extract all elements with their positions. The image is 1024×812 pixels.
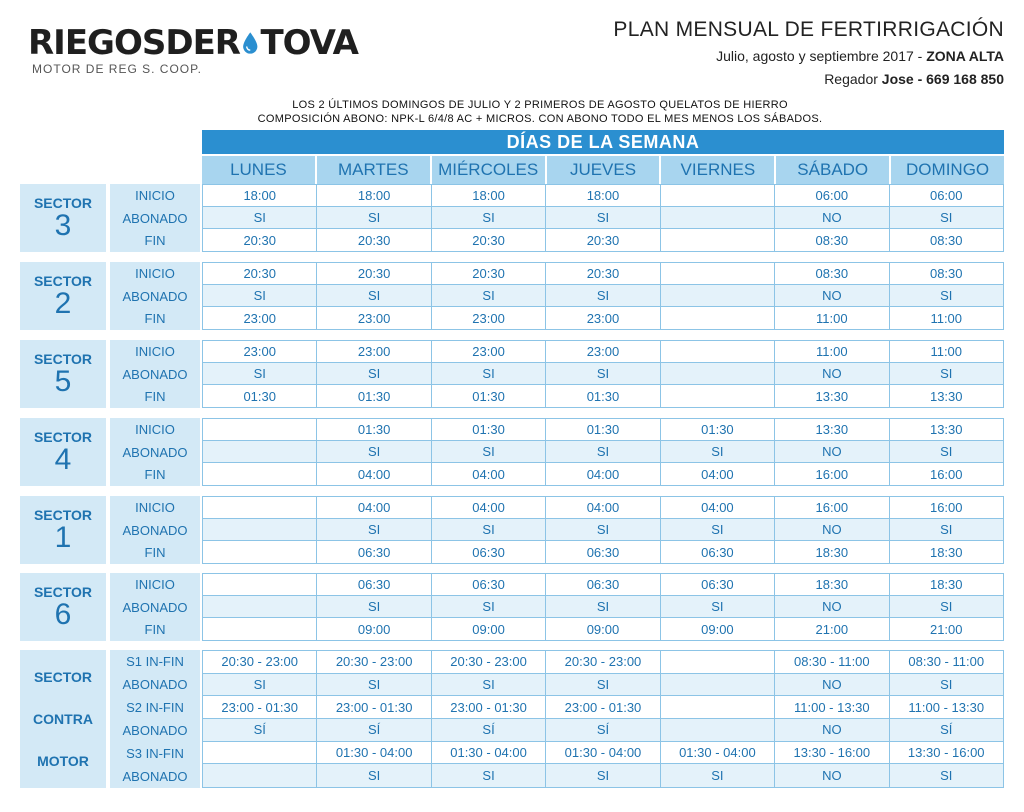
page-title: PLAN MENSUAL DE FERTIRRIGACIÓN bbox=[613, 18, 1004, 41]
table-cell: 08:30 - 11:00 bbox=[775, 651, 889, 674]
table-cell: SI bbox=[546, 363, 660, 385]
table-cell bbox=[203, 764, 317, 787]
row-label-inicio: INICIO bbox=[135, 265, 175, 281]
contra-row-label: ABONADO bbox=[122, 723, 188, 738]
table-cell: 23:00 - 01:30 bbox=[317, 696, 431, 719]
table-cell: 01:30 bbox=[317, 419, 431, 441]
contra-row-label: S1 IN-FIN bbox=[126, 654, 184, 669]
table-cell: SI bbox=[890, 207, 1003, 229]
sector-block-3 bbox=[20, 184, 1004, 252]
table-cell: NO bbox=[775, 363, 889, 385]
table-cell: 13:30 - 16:00 bbox=[890, 742, 1003, 765]
table-cell: 08:30 bbox=[775, 263, 889, 285]
table-cell: 09:00 bbox=[546, 618, 660, 640]
day-names-row bbox=[202, 156, 1004, 184]
table-cell: 01:30 bbox=[546, 385, 660, 407]
table-cell: SÍ bbox=[432, 719, 546, 742]
contra-grid bbox=[202, 650, 1004, 788]
table-cell: SI bbox=[203, 363, 317, 385]
sector-label bbox=[20, 496, 106, 564]
table-cell: 11:00 bbox=[775, 307, 889, 329]
row-label-inicio: INICIO bbox=[135, 576, 175, 592]
table-cell: 20:30 bbox=[317, 263, 431, 285]
period-text: Julio, agosto y septiembre 2017 - bbox=[716, 48, 927, 64]
day-name-1: MARTES bbox=[317, 156, 432, 184]
table-cell: 20:30 bbox=[203, 229, 317, 251]
table-cell: 06:30 bbox=[432, 574, 546, 596]
table-cell: SÍ bbox=[890, 719, 1003, 742]
day-name-0: LUNES bbox=[202, 156, 317, 184]
logo-text-left: RIEGOSDER bbox=[28, 23, 240, 63]
sector-block-5 bbox=[20, 340, 1004, 408]
table-cell: 20:30 - 23:00 bbox=[317, 651, 431, 674]
sector-number: 3 bbox=[54, 209, 72, 242]
table-cell: SI bbox=[432, 363, 546, 385]
table-cell: 23:00 bbox=[203, 307, 317, 329]
table-cell: NO bbox=[775, 596, 889, 618]
table-cell: 06:30 bbox=[661, 541, 775, 563]
table-cell: SI bbox=[432, 519, 546, 541]
table-cell: 18:00 bbox=[546, 185, 660, 207]
row-label-fin: FIN bbox=[144, 311, 166, 327]
contra-label-0: SECTOR bbox=[33, 669, 93, 685]
table-cell: 11:00 bbox=[890, 341, 1003, 363]
table-cell: SI bbox=[432, 441, 546, 463]
table-row bbox=[203, 185, 1003, 207]
sector-block-2 bbox=[20, 262, 1004, 330]
water-drop-icon bbox=[241, 26, 260, 60]
table-cell: 04:00 bbox=[432, 497, 546, 519]
row-label-abonado: ABONADO bbox=[122, 210, 188, 226]
table-cell: SI bbox=[317, 519, 431, 541]
table-cell: SI bbox=[317, 285, 431, 307]
row-label-abonado: ABONADO bbox=[122, 444, 188, 460]
table-cell: 11:00 bbox=[775, 341, 889, 363]
contra-row-label: S2 IN-FIN bbox=[126, 700, 184, 715]
days-header: DÍAS DE LA SEMANA bbox=[202, 130, 1004, 154]
table-cell: 20:30 bbox=[546, 229, 660, 251]
table-cell: 06:30 bbox=[546, 574, 660, 596]
table-cell: 09:00 bbox=[432, 618, 546, 640]
table-cell: SI bbox=[546, 441, 660, 463]
table-cell: NO bbox=[775, 441, 889, 463]
table-cell: SI bbox=[432, 764, 546, 787]
contra-row-labels bbox=[110, 650, 200, 788]
day-name-5: SÁBADO bbox=[776, 156, 891, 184]
table-cell: SI bbox=[203, 207, 317, 229]
table-cell: 16:00 bbox=[775, 463, 889, 485]
row-label-fin: FIN bbox=[144, 467, 166, 483]
table-cell: 23:00 bbox=[432, 341, 546, 363]
table-row bbox=[203, 742, 1003, 765]
row-labels bbox=[110, 262, 200, 330]
table-cell: SI bbox=[203, 285, 317, 307]
table-row bbox=[203, 596, 1003, 618]
logo-subtitle: MOTOR DE REG S. COOP. bbox=[32, 62, 202, 76]
table-cell: 23:00 bbox=[546, 307, 660, 329]
table-cell bbox=[203, 463, 317, 485]
table-cell: SI bbox=[661, 596, 775, 618]
table-cell: SI bbox=[661, 764, 775, 787]
table-cell: 13:30 bbox=[929, 388, 963, 404]
table-cell: SI bbox=[546, 207, 660, 229]
table-cell: 01:30 - 04:00 bbox=[661, 742, 775, 765]
row-labels bbox=[110, 418, 200, 486]
table-cell: 23:00 - 01:30 bbox=[546, 696, 660, 719]
table-cell: 18:30 bbox=[890, 574, 1003, 596]
row-label-fin: FIN bbox=[144, 622, 166, 638]
day-name-2: MIÉRCOLES bbox=[432, 156, 547, 184]
table-cell: 18:30 bbox=[775, 574, 889, 596]
sector-word: SECTOR bbox=[33, 351, 93, 367]
table-cell: 11:00 bbox=[930, 310, 963, 326]
table-cell bbox=[661, 719, 775, 742]
table-cell: 20:30 bbox=[203, 263, 317, 285]
table-cell: SI bbox=[317, 363, 431, 385]
table-cell: 20:30 bbox=[432, 229, 546, 251]
table-cell: 06:30 bbox=[317, 541, 431, 563]
table-row bbox=[203, 541, 1003, 563]
table-cell: 23:00 bbox=[317, 307, 431, 329]
sector-grid bbox=[202, 184, 1004, 252]
note-line-1: LOS 2 ÚLTIMOS DOMINGOS DE JULIO Y 2 PRIMEROS DE AGOSTO QUELATOS DE HIERRO bbox=[292, 99, 788, 111]
table-row bbox=[203, 419, 1003, 441]
table-cell: 11:00 - 13:30 bbox=[775, 696, 889, 719]
table-cell: SI bbox=[432, 596, 546, 618]
table-cell: SI bbox=[661, 441, 775, 463]
table-cell: SI bbox=[317, 674, 431, 697]
title-block bbox=[613, 18, 1004, 87]
contra-row-label: ABONADO bbox=[122, 769, 188, 784]
table-row bbox=[203, 341, 1003, 363]
table-cell: NO bbox=[775, 764, 889, 787]
table-cell: 23:00 bbox=[432, 307, 546, 329]
table-cell: 23:00 - 01:30 bbox=[203, 696, 317, 719]
table-cell: 01:30 bbox=[546, 419, 660, 441]
row-labels bbox=[110, 573, 200, 641]
table-cell: 18:30 bbox=[929, 544, 963, 560]
sector-grid bbox=[202, 496, 1004, 564]
sector-grid bbox=[202, 418, 1004, 486]
table-cell: 20:30 - 23:00 bbox=[432, 651, 546, 674]
table-row bbox=[203, 441, 1003, 463]
table-row bbox=[203, 618, 1003, 640]
logo-text-right: TOVA bbox=[260, 23, 358, 63]
sector-word: SECTOR bbox=[33, 429, 93, 445]
table-cell: 04:00 bbox=[661, 497, 775, 519]
table-cell: 18:00 bbox=[317, 185, 431, 207]
sector-label bbox=[20, 573, 106, 641]
table-cell: 09:00 bbox=[317, 618, 431, 640]
table-cell: 08:30 bbox=[929, 232, 963, 248]
table-cell: SI bbox=[890, 285, 1003, 307]
table-cell bbox=[203, 497, 317, 519]
table-row bbox=[203, 719, 1003, 742]
table-cell: 04:00 bbox=[546, 497, 660, 519]
table-cell: 20:30 bbox=[546, 263, 660, 285]
sector-block-4 bbox=[20, 418, 1004, 486]
table-cell: SI bbox=[432, 207, 546, 229]
sector-label bbox=[20, 184, 106, 252]
table-row bbox=[203, 696, 1003, 719]
table-cell bbox=[661, 385, 775, 407]
table-cell: SI bbox=[317, 764, 431, 787]
table-cell: SÍ bbox=[546, 719, 660, 742]
sector-block-6 bbox=[20, 573, 1004, 641]
day-name-4: VIERNES bbox=[661, 156, 776, 184]
table-cell: 16:00 bbox=[890, 497, 1003, 519]
table-cell bbox=[203, 519, 317, 541]
table-cell: SI bbox=[890, 519, 1003, 541]
regador-label: Regador bbox=[824, 71, 882, 87]
table-cell bbox=[661, 263, 775, 285]
table-cell: SI bbox=[546, 764, 660, 787]
table-cell bbox=[203, 574, 317, 596]
sector-label bbox=[20, 418, 106, 486]
table-cell: 06:30 bbox=[661, 574, 775, 596]
table-cell bbox=[661, 229, 775, 251]
table-cell: 01:30 bbox=[432, 419, 546, 441]
table-row bbox=[203, 385, 1003, 407]
contra-motor-block bbox=[20, 650, 1004, 788]
table-cell: SI bbox=[546, 285, 660, 307]
row-label-abonado: ABONADO bbox=[122, 288, 188, 304]
table-cell: 20:30 bbox=[317, 229, 431, 251]
sector-number: 4 bbox=[54, 443, 72, 476]
table-row bbox=[203, 651, 1003, 674]
table-cell bbox=[661, 674, 775, 697]
table-row bbox=[203, 463, 1003, 485]
table-cell: 01:30 - 04:00 bbox=[317, 742, 431, 765]
table-cell bbox=[661, 341, 775, 363]
row-label-fin: FIN bbox=[144, 233, 166, 249]
table-cell: 13:30 - 16:00 bbox=[775, 742, 889, 765]
table-cell: 06:30 bbox=[432, 541, 546, 563]
sector-grid bbox=[202, 340, 1004, 408]
row-label-abonado: ABONADO bbox=[122, 599, 188, 615]
row-labels bbox=[110, 184, 200, 252]
row-label-fin: FIN bbox=[144, 389, 166, 405]
regador-line bbox=[613, 71, 1004, 87]
table-cell: 04:00 bbox=[432, 463, 546, 485]
table-cell: 01:30 - 04:00 bbox=[432, 742, 546, 765]
table-cell: 01:30 bbox=[203, 385, 317, 407]
table-cell: 13:30 bbox=[890, 419, 1003, 441]
table-cell bbox=[203, 596, 317, 618]
table-cell: SI bbox=[890, 596, 1003, 618]
day-name-6: DOMINGO bbox=[891, 156, 1004, 184]
table-cell: 16:00 bbox=[929, 466, 963, 482]
regador-value: Jose - 669 168 850 bbox=[881, 71, 1004, 87]
table-cell: SI bbox=[203, 674, 317, 697]
table-cell: SI bbox=[317, 207, 431, 229]
row-label-inicio: INICIO bbox=[135, 187, 175, 203]
table-cell: 06:30 bbox=[546, 541, 660, 563]
row-label-inicio: INICIO bbox=[135, 499, 175, 515]
table-cell: 21:00 bbox=[929, 621, 963, 637]
table-cell: SI bbox=[317, 441, 431, 463]
table-cell: 04:00 bbox=[546, 463, 660, 485]
table-cell: 01:30 - 04:00 bbox=[546, 742, 660, 765]
table-cell bbox=[661, 285, 775, 307]
table-row bbox=[203, 764, 1003, 787]
table-cell bbox=[203, 618, 317, 640]
table-cell: SÍ bbox=[203, 719, 317, 742]
table-row bbox=[203, 674, 1003, 697]
sector-number: 1 bbox=[54, 521, 72, 554]
table-cell: SI bbox=[317, 596, 431, 618]
zone-text: ZONA ALTA bbox=[926, 48, 1004, 64]
table-cell bbox=[203, 742, 317, 765]
table-cell: 08:30 bbox=[890, 263, 1003, 285]
table-cell: NO bbox=[775, 285, 889, 307]
table-cell: 20:30 - 23:00 bbox=[546, 651, 660, 674]
row-labels bbox=[110, 340, 200, 408]
table-cell: 06:00 bbox=[775, 185, 889, 207]
table-cell: 23:00 bbox=[203, 341, 317, 363]
table-cell: SI bbox=[661, 519, 775, 541]
table-cell bbox=[661, 363, 775, 385]
table-cell: NO bbox=[775, 519, 889, 541]
table-row bbox=[203, 263, 1003, 285]
row-label-fin: FIN bbox=[144, 545, 166, 561]
table-cell: 01:30 bbox=[661, 419, 775, 441]
sector-word: SECTOR bbox=[33, 195, 93, 211]
table-cell: NO bbox=[775, 674, 889, 697]
table-cell bbox=[661, 696, 775, 719]
day-name-3: JUEVES bbox=[547, 156, 662, 184]
table-cell bbox=[661, 651, 775, 674]
table-cell bbox=[661, 185, 775, 207]
table-cell: 23:00 bbox=[317, 341, 431, 363]
sector-block-1 bbox=[20, 496, 1004, 564]
table-cell: 04:00 bbox=[661, 463, 775, 485]
table-cell: SI bbox=[890, 441, 1003, 463]
contra-row-label: ABONADO bbox=[122, 677, 188, 692]
table-cell: 13:30 bbox=[775, 419, 889, 441]
contra-row-label: S3 IN-FIN bbox=[126, 746, 184, 761]
table-cell: SI bbox=[432, 285, 546, 307]
company-logo bbox=[28, 23, 358, 86]
table-cell: NO bbox=[775, 719, 889, 742]
sector-label bbox=[20, 340, 106, 408]
table-cell bbox=[203, 541, 317, 563]
table-cell: 04:00 bbox=[317, 463, 431, 485]
sector-number: 2 bbox=[54, 287, 72, 320]
row-label-inicio: INICIO bbox=[135, 343, 175, 359]
sector-word: SECTOR bbox=[33, 273, 93, 289]
row-label-inicio: INICIO bbox=[135, 421, 175, 437]
table-cell: 08:30 bbox=[775, 229, 889, 251]
contra-label-2: MOTOR bbox=[37, 753, 89, 769]
table-row bbox=[203, 307, 1003, 329]
sector-grid bbox=[202, 573, 1004, 641]
sector-number: 6 bbox=[54, 598, 72, 631]
table-cell: SI bbox=[546, 519, 660, 541]
row-labels bbox=[110, 496, 200, 564]
sector-word: SECTOR bbox=[33, 507, 93, 523]
row-label-abonado: ABONADO bbox=[122, 366, 188, 382]
table-cell: 11:00 - 13:30 bbox=[890, 696, 1003, 719]
table-cell: SI bbox=[940, 768, 953, 784]
table-cell: 16:00 bbox=[775, 497, 889, 519]
table-cell: 08:30 - 11:00 bbox=[890, 651, 1003, 674]
table-cell: SÍ bbox=[317, 719, 431, 742]
contra-labels bbox=[20, 650, 106, 788]
table-row bbox=[203, 207, 1003, 229]
period-line bbox=[613, 48, 1004, 64]
table-cell: SI bbox=[432, 674, 546, 697]
table-cell: NO bbox=[775, 207, 889, 229]
table-cell: 04:00 bbox=[317, 497, 431, 519]
table-cell: SI bbox=[890, 363, 1003, 385]
table-cell bbox=[661, 307, 775, 329]
table-cell bbox=[203, 419, 317, 441]
table-cell: 01:30 bbox=[317, 385, 431, 407]
table-row bbox=[203, 285, 1003, 307]
table-cell: 18:30 bbox=[775, 541, 889, 563]
table-cell: 09:00 bbox=[661, 618, 775, 640]
logo-wordmark bbox=[28, 23, 358, 63]
sector-word: SECTOR bbox=[33, 584, 93, 600]
table-cell: 18:00 bbox=[432, 185, 546, 207]
note-line-2: COMPOSICIÓN ABONO: NPK-L 6/4/8 AC + MICROS. CON ABONO TODO EL MES MENOS LOS SÁBADOS. bbox=[257, 113, 823, 125]
sector-label bbox=[20, 262, 106, 330]
table-cell: 20:30 - 23:00 bbox=[203, 651, 317, 674]
table-cell: 23:00 bbox=[546, 341, 660, 363]
table-cell: 06:30 bbox=[317, 574, 431, 596]
table-cell: 21:00 bbox=[775, 618, 889, 640]
table-cell bbox=[203, 441, 317, 463]
row-label-abonado: ABONADO bbox=[122, 522, 188, 538]
table-cell: 13:30 bbox=[775, 385, 889, 407]
table-row bbox=[203, 363, 1003, 385]
sector-grid bbox=[202, 262, 1004, 330]
sector-number: 5 bbox=[54, 365, 72, 398]
table-cell: 18:00 bbox=[203, 185, 317, 207]
table-row bbox=[203, 229, 1003, 251]
table-cell bbox=[661, 207, 775, 229]
table-row bbox=[203, 519, 1003, 541]
table-row bbox=[203, 574, 1003, 596]
table-cell: 20:30 bbox=[432, 263, 546, 285]
table-cell: 01:30 bbox=[432, 385, 546, 407]
table-cell: SI bbox=[546, 596, 660, 618]
table-cell: 06:00 bbox=[890, 185, 1003, 207]
table-row bbox=[203, 497, 1003, 519]
table-cell: SI bbox=[890, 674, 1003, 697]
notes bbox=[210, 98, 870, 126]
table-cell: 23:00 - 01:30 bbox=[432, 696, 546, 719]
table-cell: SI bbox=[546, 674, 660, 697]
contra-label-1: CONTRA bbox=[33, 711, 93, 727]
